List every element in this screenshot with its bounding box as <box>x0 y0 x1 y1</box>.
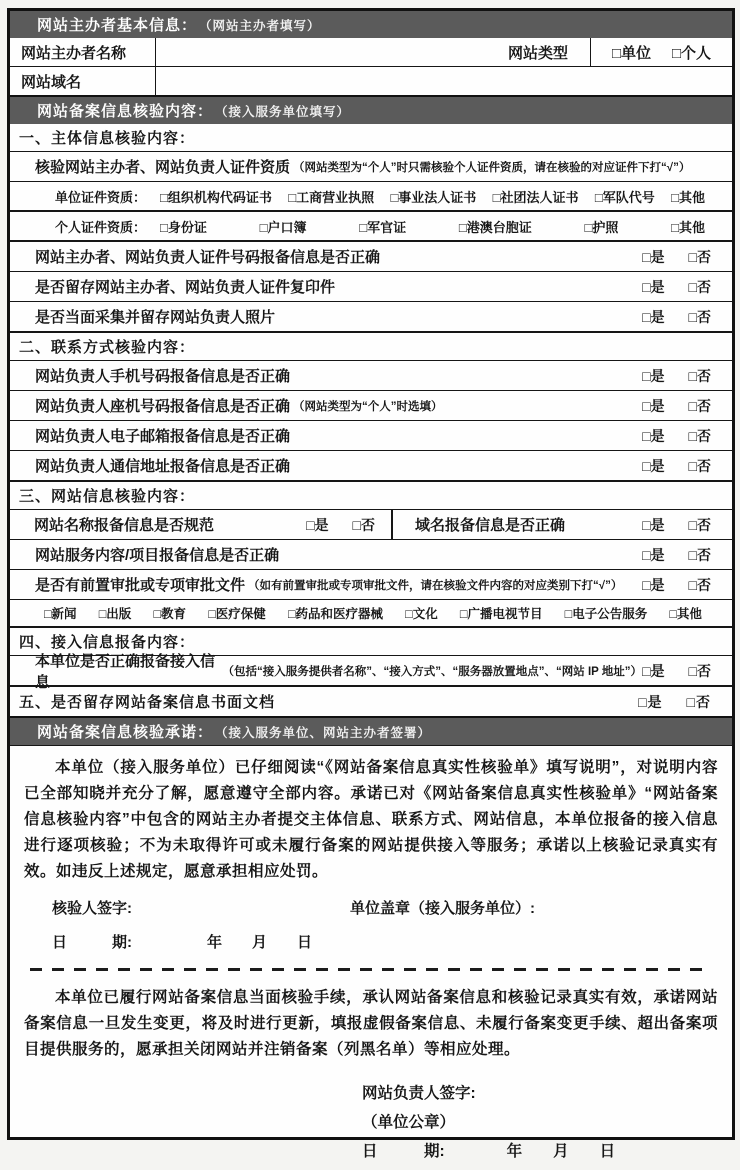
pre-approval-note: （如有前置审批或专项审批文件，请在核验文件内容的对应类别下打“√”） <box>248 579 623 592</box>
section3-title: 三、网站信息核验内容： <box>10 480 732 509</box>
checkbox-no[interactable]: □否 <box>688 662 711 679</box>
verifier-signature-label: 核验人签字: <box>52 900 132 917</box>
checkbox-business-license[interactable]: □工商营业执照 <box>288 189 375 205</box>
checkbox-org-code-cert[interactable]: □组织机构代码证书 <box>160 189 272 205</box>
site-domain-row <box>10 66 732 95</box>
site-manager-signature-label: 网站负责人签字: <box>362 1085 476 1102</box>
checkbox-id-card[interactable]: □身份证 <box>160 219 207 235</box>
email-correct-label: 网站负责人电子邮箱报备信息是否正确 <box>35 428 291 445</box>
site-type-label: 网站类型 <box>486 38 591 66</box>
checkbox-personal-other[interactable]: □其他 <box>671 219 705 235</box>
checkbox-yes[interactable]: □是 <box>642 397 665 414</box>
checkbox-no[interactable]: □否 <box>688 308 711 325</box>
checkbox-passport[interactable]: □护照 <box>584 219 619 235</box>
checkbox-news[interactable]: □新闻 <box>44 607 77 621</box>
checkbox-no[interactable]: □否 <box>688 576 711 593</box>
record-verification-form <box>7 8 735 1160</box>
checkbox-no[interactable]: □否 <box>686 693 711 710</box>
checkbox-military-officer-cert[interactable]: □军官证 <box>359 219 407 235</box>
service-content-label: 网站服务内容/项目报备信息是否正确 <box>35 547 280 564</box>
verify-note: （接入服务单位填写） <box>215 104 351 119</box>
pre-approval-label: 是否有前置审批或专项审批文件 <box>35 577 246 594</box>
checkbox-yes[interactable]: □是 <box>642 546 665 563</box>
checkbox-yes[interactable]: □是 <box>642 516 665 533</box>
section5-row <box>10 685 732 716</box>
checkbox-yes[interactable]: □是 <box>306 516 329 533</box>
email-correct-row <box>10 420 732 450</box>
site-domain-label: 网站域名 <box>10 67 156 95</box>
checkbox-culture[interactable]: □文化 <box>405 607 438 621</box>
personal-cert-options <box>146 217 732 236</box>
landline-correct-row <box>10 390 732 420</box>
checkbox-pharma-medical-devices[interactable]: □药品和医疗器械 <box>287 607 383 621</box>
basic-info-title: 网站主办者基本信息： <box>37 17 198 34</box>
checkbox-hk-macao-taiwan-cert[interactable]: □港澳台胞证 <box>458 219 532 235</box>
cut-dashed-line <box>30 968 712 971</box>
mobile-correct-label: 网站负责人手机号码报备信息是否正确 <box>35 368 291 385</box>
promise-paragraph-2: 本单位已履行网站备案信息当面核验手续，承认网站备案信息和核验记录真实有效，承诺网站备案信息一旦发生变更，将及时进行更新，填报虚假备案信息、未履行备案变更手续、超出备案项目提供服务的，愿承担关闭网站并注销备案（列黑名单）等相应处理。 <box>24 989 718 1058</box>
checkbox-institution-cert[interactable]: □事业法人证书 <box>390 189 477 205</box>
sponsor-date-row: 日 期: 年 月 日 <box>362 1143 616 1160</box>
checkbox-yes[interactable]: □是 <box>642 662 665 679</box>
approval-category-row <box>10 599 732 626</box>
cert-copy-kept-row <box>10 271 732 301</box>
unit-cert-row <box>10 181 732 210</box>
basic-info-header <box>10 11 732 38</box>
checkbox-yes[interactable]: □是 <box>642 367 665 384</box>
cert-number-correct-label: 网站主办者、网站负责人证件号码报备信息是否正确 <box>35 249 381 266</box>
sponsor-sign-block <box>362 1079 718 1166</box>
photo-collected-label: 是否当面采集并留存网站负责人照片 <box>35 309 276 326</box>
access-info-row <box>10 652 732 691</box>
domain-correct-label: 域名报备信息是否正确 <box>415 517 566 534</box>
landline-correct-label: 网站负责人座机号码报备信息是否正确 <box>35 398 291 415</box>
unit-stamp-label: （单位公章） <box>362 1114 456 1131</box>
checkbox-site-type-unit[interactable]: □单位 <box>611 44 652 62</box>
section5-title: 五、是否留存网站备案信息书面文档 <box>19 694 276 711</box>
checkbox-publishing[interactable]: □出版 <box>98 607 132 621</box>
promise-title: 网站备案信息核验承诺： <box>37 724 214 741</box>
section1-title: 一、主体信息核验内容： <box>19 130 196 147</box>
section2-title: 二、联系方式核验内容： <box>10 331 732 360</box>
unit-cert-label: 单位证件资质： <box>55 189 147 205</box>
sponsor-name-label: 网站主办者名称 <box>10 38 156 66</box>
checkbox-military-code[interactable]: □军队代号 <box>594 189 655 205</box>
mobile-correct-row <box>10 360 732 390</box>
unit-seal-label: 单位盖章（接入服务单位）: <box>350 900 535 917</box>
checkbox-no[interactable]: □否 <box>352 516 375 533</box>
checkbox-yes[interactable]: □是 <box>638 693 663 710</box>
landline-note: （网站类型为“个人”时选填） <box>293 400 443 413</box>
checkbox-category-other[interactable]: □其他 <box>669 607 702 621</box>
unit-cert-options <box>146 187 732 206</box>
checkbox-yes[interactable]: □是 <box>642 427 665 444</box>
site-name-domain-row <box>10 509 732 539</box>
checkbox-no[interactable]: □否 <box>688 278 711 295</box>
sponsor-name-input[interactable] <box>156 38 486 66</box>
access-info-label: 本单位是否正确报备接入信息 <box>35 652 216 691</box>
checkbox-education[interactable]: □教育 <box>153 607 187 621</box>
promise-header <box>10 716 732 745</box>
personal-cert-row <box>10 210 732 240</box>
checkbox-no[interactable]: □否 <box>688 546 711 563</box>
checkbox-yes[interactable]: □是 <box>642 457 665 474</box>
verifier-sign-row <box>52 897 718 918</box>
checkbox-healthcare[interactable]: □医疗保健 <box>208 607 266 621</box>
domain-correct-cell <box>393 514 732 535</box>
service-content-row <box>10 539 732 569</box>
verify-header <box>10 95 732 124</box>
checkbox-no[interactable]: □否 <box>688 248 711 265</box>
address-correct-row <box>10 450 732 480</box>
verify-title: 网站备案信息核验内容： <box>37 103 214 120</box>
cert-copy-kept-label: 是否留存网站主办者、网站负责人证件复印件 <box>35 279 336 296</box>
checkbox-e-bulletin[interactable]: □电子公告服务 <box>564 607 648 621</box>
section4-title: 四、接入信息报备内容： <box>10 626 732 655</box>
checkbox-broadcast-tv[interactable]: □广播电视节目 <box>459 607 543 621</box>
checkbox-site-type-personal[interactable]: □个人 <box>671 44 712 62</box>
checkbox-no[interactable]: □否 <box>688 367 711 384</box>
checkbox-yes[interactable]: □是 <box>642 308 665 325</box>
checkbox-no[interactable]: □否 <box>688 427 711 444</box>
checkbox-yes[interactable]: □是 <box>642 248 665 265</box>
checkbox-unit-other[interactable]: □其他 <box>671 189 705 205</box>
pre-approval-row <box>10 569 732 599</box>
checkbox-yes[interactable]: □是 <box>642 278 665 295</box>
checkbox-no[interactable]: □否 <box>688 457 711 474</box>
cert-qualification-row <box>10 151 732 181</box>
cert-qualification-note: （网站类型为“个人”时只需核验个人证件资质，请在核验的对应证件下打“√”） <box>293 161 691 174</box>
photo-collected-row <box>10 301 732 331</box>
checkbox-household-register[interactable]: □户口簿 <box>259 219 307 235</box>
checkbox-association-cert[interactable]: □社团法人证书 <box>492 189 579 205</box>
verifier-date-row: 日 期: 年 月 日 <box>52 934 312 951</box>
cert-number-correct-row <box>10 240 732 271</box>
checkbox-yes[interactable]: □是 <box>642 576 665 593</box>
site-type-options <box>591 42 732 63</box>
promise-paragraph-1: 本单位（接入服务单位）已仔细阅读“《网站备案信息真实性核验单》填写说明”，对说明内容已全部知晓并充分了解，愿意遵守全部内容。承诺已对《网站备案信息真实性核验单》“网站备案信息核验内容”中包含的网站主办者提交主体信息、联系方式、网站信息，本单位报备的接入信息进行逐项核验；不为未取得许可或未履行备案的网站提供接入等服务；承诺以上核验记录真实有效。如违反上述规定，愿意承担相应处罚。 <box>24 759 718 880</box>
access-info-note: （包括“接入服务提供者名称”、“接入方式”、“服务器放置地点”、“网站 IP 地址”） <box>222 665 643 678</box>
promise-body <box>10 745 732 1170</box>
site-name-standard-cell <box>10 510 393 539</box>
site-domain-input[interactable] <box>156 67 732 95</box>
cert-qualification-label: 核验网站主办者、网站负责人证件资质 <box>35 159 291 176</box>
site-name-standard-label: 网站名称报备信息是否规范 <box>34 517 215 534</box>
promise-note: （接入服务单位、网站主办者签署） <box>215 725 432 740</box>
basic-info-note: （网站主办者填写） <box>199 18 321 33</box>
address-correct-label: 网站负责人通信地址报备信息是否正确 <box>35 458 291 475</box>
checkbox-no[interactable]: □否 <box>688 516 711 533</box>
checkbox-no[interactable]: □否 <box>688 397 711 414</box>
personal-cert-label: 个人证件资质： <box>55 219 147 235</box>
sponsor-name-row <box>10 38 732 66</box>
